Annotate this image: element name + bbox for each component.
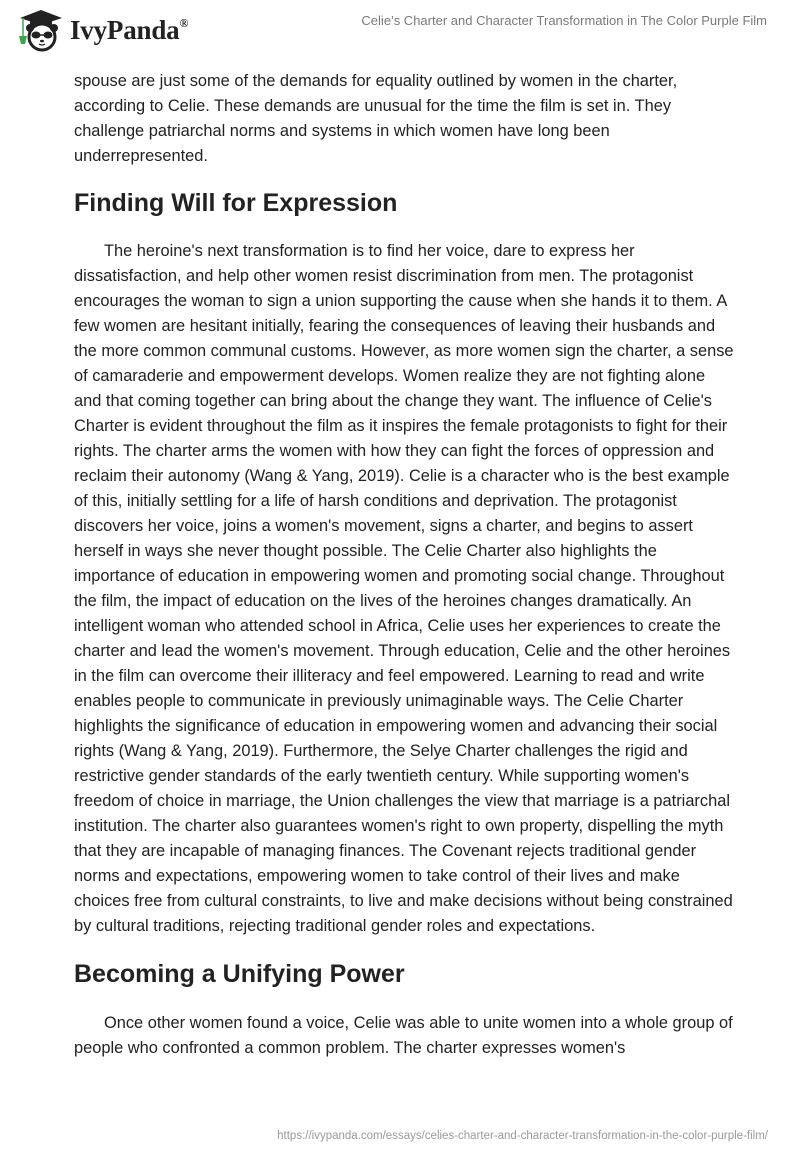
section-heading-unifying-power: Becoming a Unifying Power <box>74 960 405 988</box>
document-title: Celie’s Charter and Character Transformation in The Color Purple Film <box>361 13 767 28</box>
panda-graduate-icon <box>18 8 64 52</box>
paragraph-continued: spouse are just some of the demands for equality outlined by women in the charter, according to Celie. These demands are unusual for the time the film is set in. They challenge patriarchal norms and systems in which women have long been underrepresented. <box>74 72 678 165</box>
page-header <box>0 0 800 60</box>
source-url[interactable]: https://ivypanda.com/essays/celies-charter-and-character-transformation-in-the-color-purple-film/ <box>277 1130 768 1142</box>
ivypanda-logo[interactable] <box>18 8 188 52</box>
section-paragraph-unifying-power: Once other women found a voice, Celie was able to unite women into a whole group of people who confronted a common problem. The charter expresses women's <box>74 1014 733 1057</box>
article-body <box>74 69 734 1061</box>
section-paragraph-finding-will: The heroine's next transformation is to find her voice, dare to express her dissatisfaction, and help other women resist discrimination from men. The protagonist encourages the woman to sign a union supporting the cause when she hands it to them. A few women are hesitant initially, fearing the consequences of leaving their husbands and the more common communal customs. However, as more women sign the charter, a sense of camaraderie and empowerment develops. Women realize they are not fighting alone and that coming together can bring about the change they want. The influence of Celie's Charter is evident throughout the film as it inspires the female protagonists to fight for their rights. The charter arms the women with how they can fight the forces of oppression and reclaim their autonomy (Wang & Yang, 2019). Celie is a character who is the best example of this, initially settling for a life of harsh conditions and deprivation. The protagonist discovers her voice, joins a women's movement, signs a charter, and begins to assert herself in ways she never thought possible. The Celie Charter also highlights the importance of education in empowering women and promoting social change. Throughout the film, the impact of education on the lives of the heroines changes dramatically. An intelligent woman who attended school in Africa, Celie uses her experiences to create the charter and lead the women's movement. Through education, Celie and the other heroines in the film can overcome their illiteracy and feel empowered. Learning to read and write enables people to communicate in previously unimaginable ways. The Celie Charter highlights the significance of education in empowering women and advancing their social rights (Wang & Yang, 2019). Furthermore, the Selye Charter challenges the rigid and restrictive gender standards of the early twentieth century. While supporting women's freedom of choice in marriage, the Union challenges the view that marriage is a patriarchal institution. The charter also guarantees women's right to own property, dispelling the myth that they are incapable of managing finances. The Covenant rejects traditional gender norms and expectations, empowering women to take control of their lives and make choices free from cultural constraints, to live and make decisions without being constrained by cultural traditions, rejecting traditional gender roles and expectations. <box>74 242 734 935</box>
section-heading-finding-will: Finding Will for Expression <box>74 189 398 217</box>
brand-name: IvyPanda® <box>70 14 189 45</box>
